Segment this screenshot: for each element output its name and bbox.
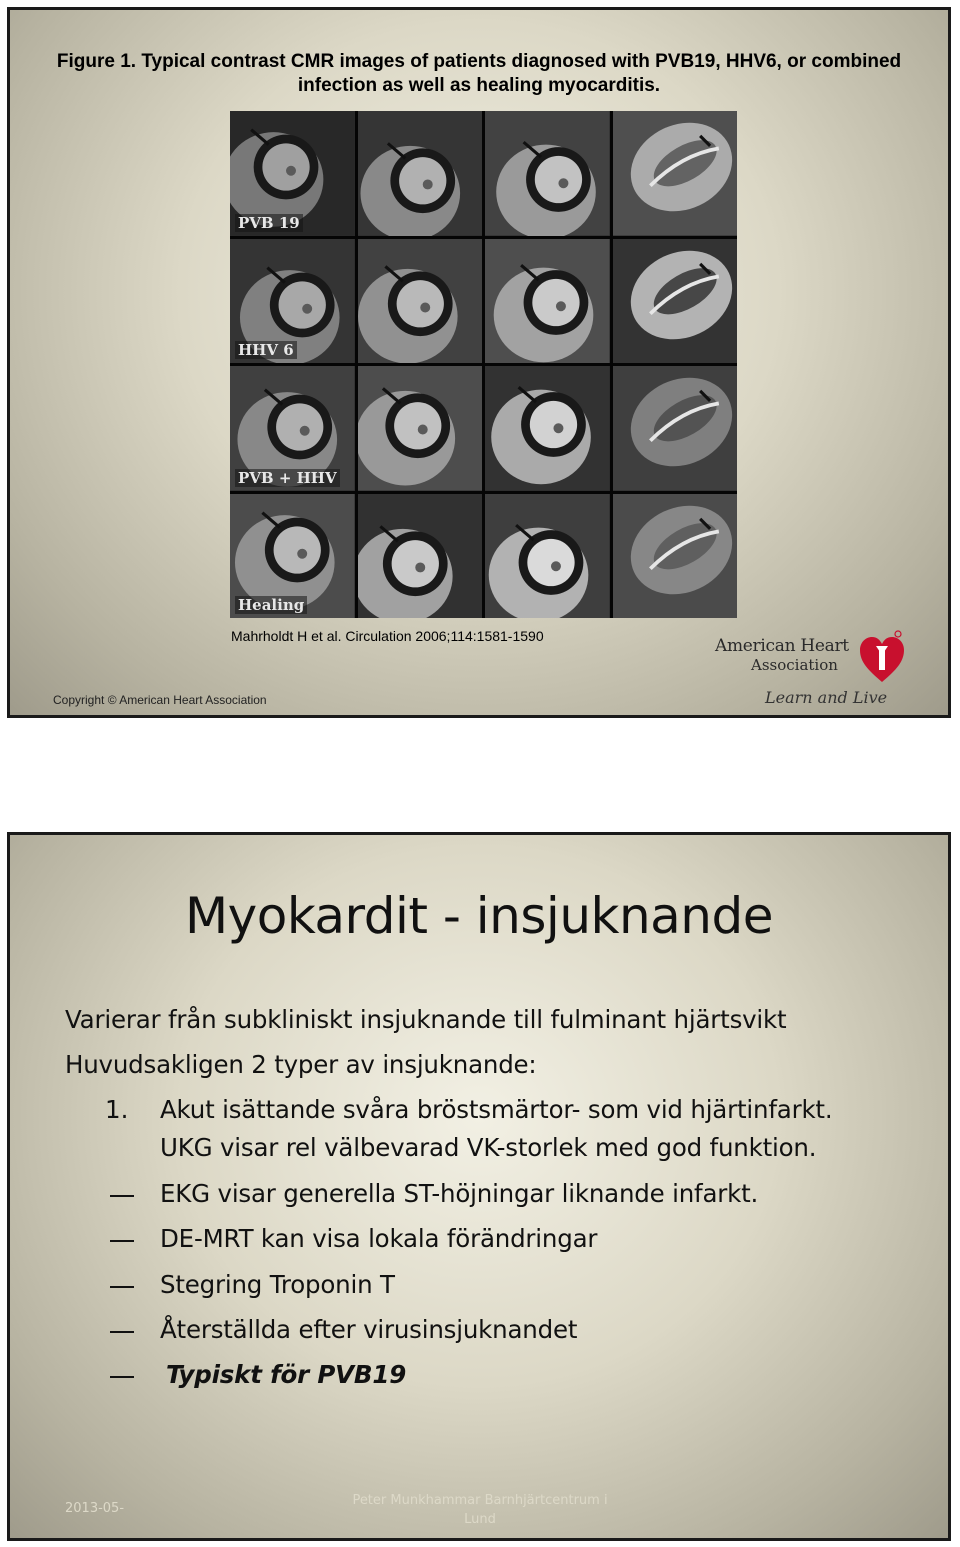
bullet-item: DE-MRT kan visa lokala förändringar — [160, 1224, 598, 1253]
footer-author — [310, 1491, 650, 1529]
cmr-image — [230, 239, 355, 364]
cmr-image — [230, 111, 355, 236]
aha-logo-line1: American Heart — [715, 636, 849, 656]
cmr-image — [358, 494, 483, 619]
aha-logo-tagline: Learn and Live — [765, 688, 888, 707]
bullet-dash — [110, 1286, 134, 1288]
item1-line2: UKG visar rel välbevarad VK-storlek med god funktion. — [160, 1133, 817, 1162]
slide-title: Myokardit - insjuknande — [185, 887, 773, 945]
item1-line1: Akut isättande svåra bröstsmärtor- som vid hjärtinfarkt. — [160, 1095, 833, 1124]
bullet-dash — [110, 1376, 134, 1378]
text-line-1: Varierar från subkliniskt insjuknande till fulminant hjärtsvikt — [65, 1005, 787, 1034]
figure-title-line2: infection as well as healing myocarditis. — [297, 75, 661, 96]
text-line-2: Huvudsakligen 2 typer av insjuknande: — [65, 1050, 537, 1079]
item-number: 1. — [105, 1095, 129, 1124]
cmr-image — [230, 366, 355, 491]
row-label: Healing — [235, 596, 307, 614]
cmr-image — [485, 366, 610, 491]
cmr-image-grid — [230, 111, 737, 618]
cmr-image — [485, 111, 610, 236]
bullet-dash — [110, 1240, 134, 1242]
slide-myokardit — [7, 832, 951, 1541]
cmr-image — [230, 494, 355, 619]
cmr-image — [358, 366, 483, 491]
cmr-image — [613, 494, 738, 619]
cmr-image — [358, 239, 483, 364]
figure-title — [30, 50, 928, 98]
cmr-image — [613, 111, 738, 236]
aha-logo — [715, 622, 915, 710]
footer-author-line2: Lund — [464, 1512, 496, 1527]
citation: Mahrholdt H et al. Circulation 2006;114:1581-1590 — [231, 628, 544, 644]
bullet-item: EKG visar generella ST-höjningar liknande infarkt. — [160, 1179, 759, 1208]
bullet-dash — [110, 1331, 134, 1333]
bullet-item: Återställda efter virusinsjuknandet — [160, 1315, 578, 1344]
bullet-item-emphasis: Typiskt för PVB19 — [166, 1360, 407, 1389]
footer-author-line1: Peter Munkhammar Barnhjärtcentrum i — [352, 1493, 608, 1508]
slide-figure — [7, 7, 951, 718]
bullet-dash — [110, 1195, 134, 1197]
aha-logo-line2: Association — [751, 656, 838, 674]
bullet-item: Stegring Troponin T — [160, 1270, 395, 1299]
heart-torch-icon — [858, 630, 906, 686]
figure-title-line1: Figure 1. Typical contrast CMR images of patients diagnosed with PVB19, HHV6, or combined — [56, 51, 902, 72]
cmr-image — [613, 366, 738, 491]
row-label: PVB 19 — [235, 214, 303, 232]
cmr-image — [358, 111, 483, 236]
cmr-image — [485, 239, 610, 364]
footer-date: 2013-05- — [65, 1501, 125, 1516]
copyright-text: Copyright © American Heart Association — [53, 693, 267, 707]
row-label: HHV 6 — [235, 341, 297, 359]
row-label: PVB + HHV — [235, 469, 340, 487]
cmr-image — [613, 239, 738, 364]
cmr-image — [485, 494, 610, 619]
